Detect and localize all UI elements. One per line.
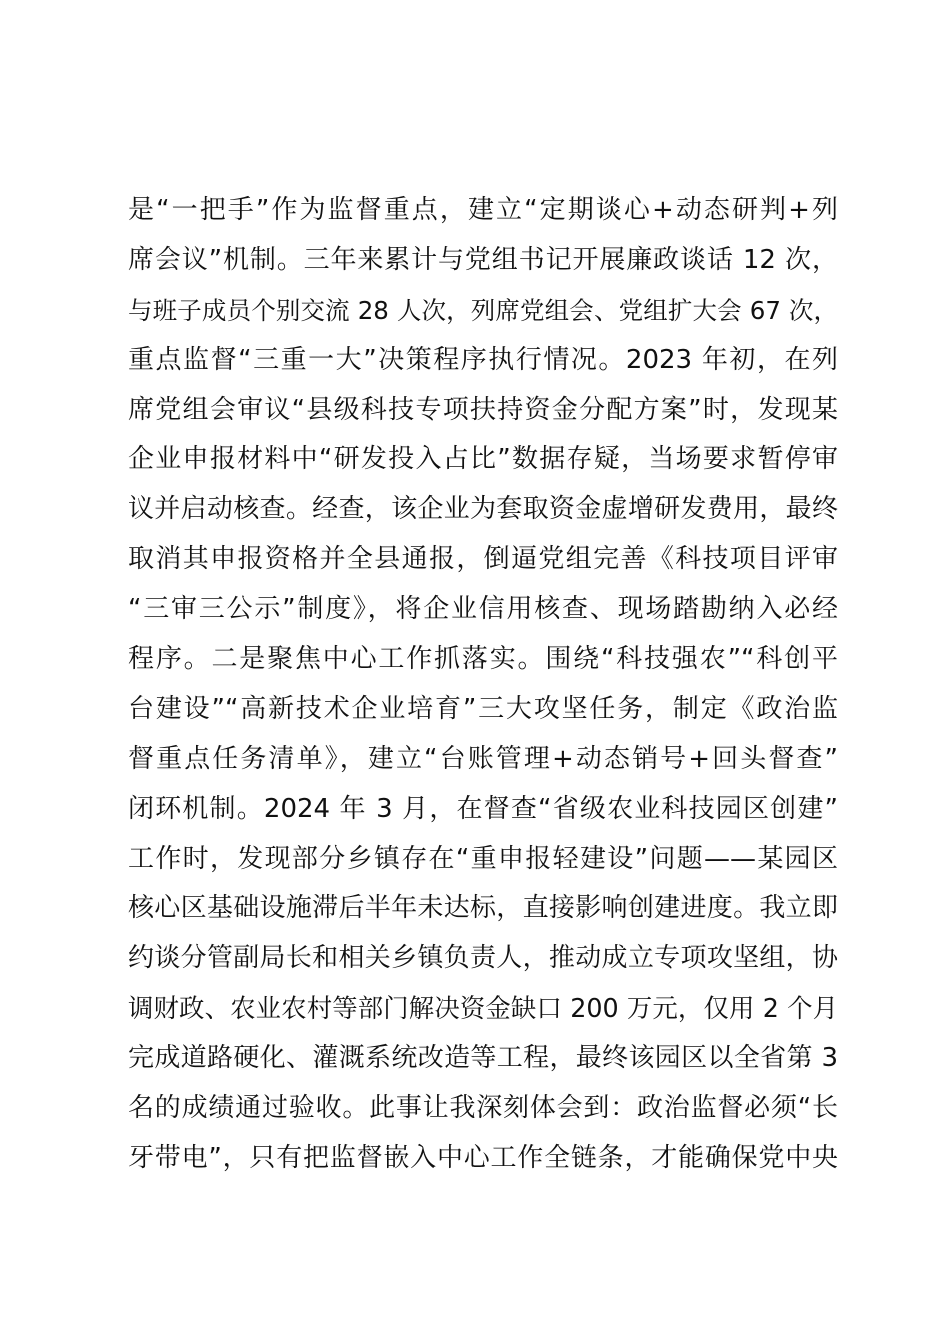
text-line: 取消其申报资格并全县通报，倒逼党组完善《科技项目评审 [128,544,838,575]
text-line: 程序。二是聚焦中心工作抓落实。围绕“科技强农”“科创平 [128,644,838,675]
text-line: 议并启动核查。经查，该企业为套取资金虚增研发费用，最终 [128,494,838,525]
text-line: 重点监督“三重一大”决策程序执行情况。2023 年初，在列 [128,344,838,375]
text-line: 工作时，发现部分乡镇存在“重申报轻建设”问题——某园区 [128,843,838,874]
text-line: 闭环机制。2024 年 3 月，在督查“省级农业科技园区创建” [128,793,838,824]
text-line: 督重点任务清单》，建立“台账管理+动态销号+回头督查” [128,743,838,774]
text-line: 约谈分管副局长和相关乡镇负责人，推动成立专项攻坚组，协 [128,943,838,974]
text-line: 席党组会审议“县级科技专项扶持资金分配方案”时，发现某 [128,394,838,425]
text-line: 台建设”“高新技术企业培育”三大攻坚任务，制定《政治监 [128,693,838,724]
body-paragraph [128,186,838,1184]
text-line: 核心区基础设施滞后半年未达标，直接影响创建进度。我立即 [128,893,838,924]
text-line: 牙带电”，只有把监督嵌入中心工作全链条，才能确保党中央 [128,1142,838,1173]
text-line: 与班子成员个别交流 28 人次，列席党组会、党组扩大会 67 次， [128,295,838,325]
text-line: 企业申报材料中“研发投入占比”数据存疑，当场要求暂停审 [128,444,838,475]
text-line: 席会议”机制。三年来累计与党组书记开展廉政谈话 12 次， [128,244,838,275]
text-line: 完成道路硬化、灌溉系统改造等工程，最终该园区以全省第 3 [128,1043,838,1074]
text-line: “三审三公示”制度》，将企业信用核查、现场踏勘纳入必经 [128,594,838,625]
text-line: 调财政、农业农村等部门解决资金缺口 200 万元，仅用 2 个月 [128,993,838,1024]
text-line: 名的成绩通过验收。此事让我深刻体会到：政治监督必须“长 [128,1093,838,1124]
text-line: 是“一把手”作为监督重点，建立“定期谈心+动态研判+列 [128,195,838,225]
